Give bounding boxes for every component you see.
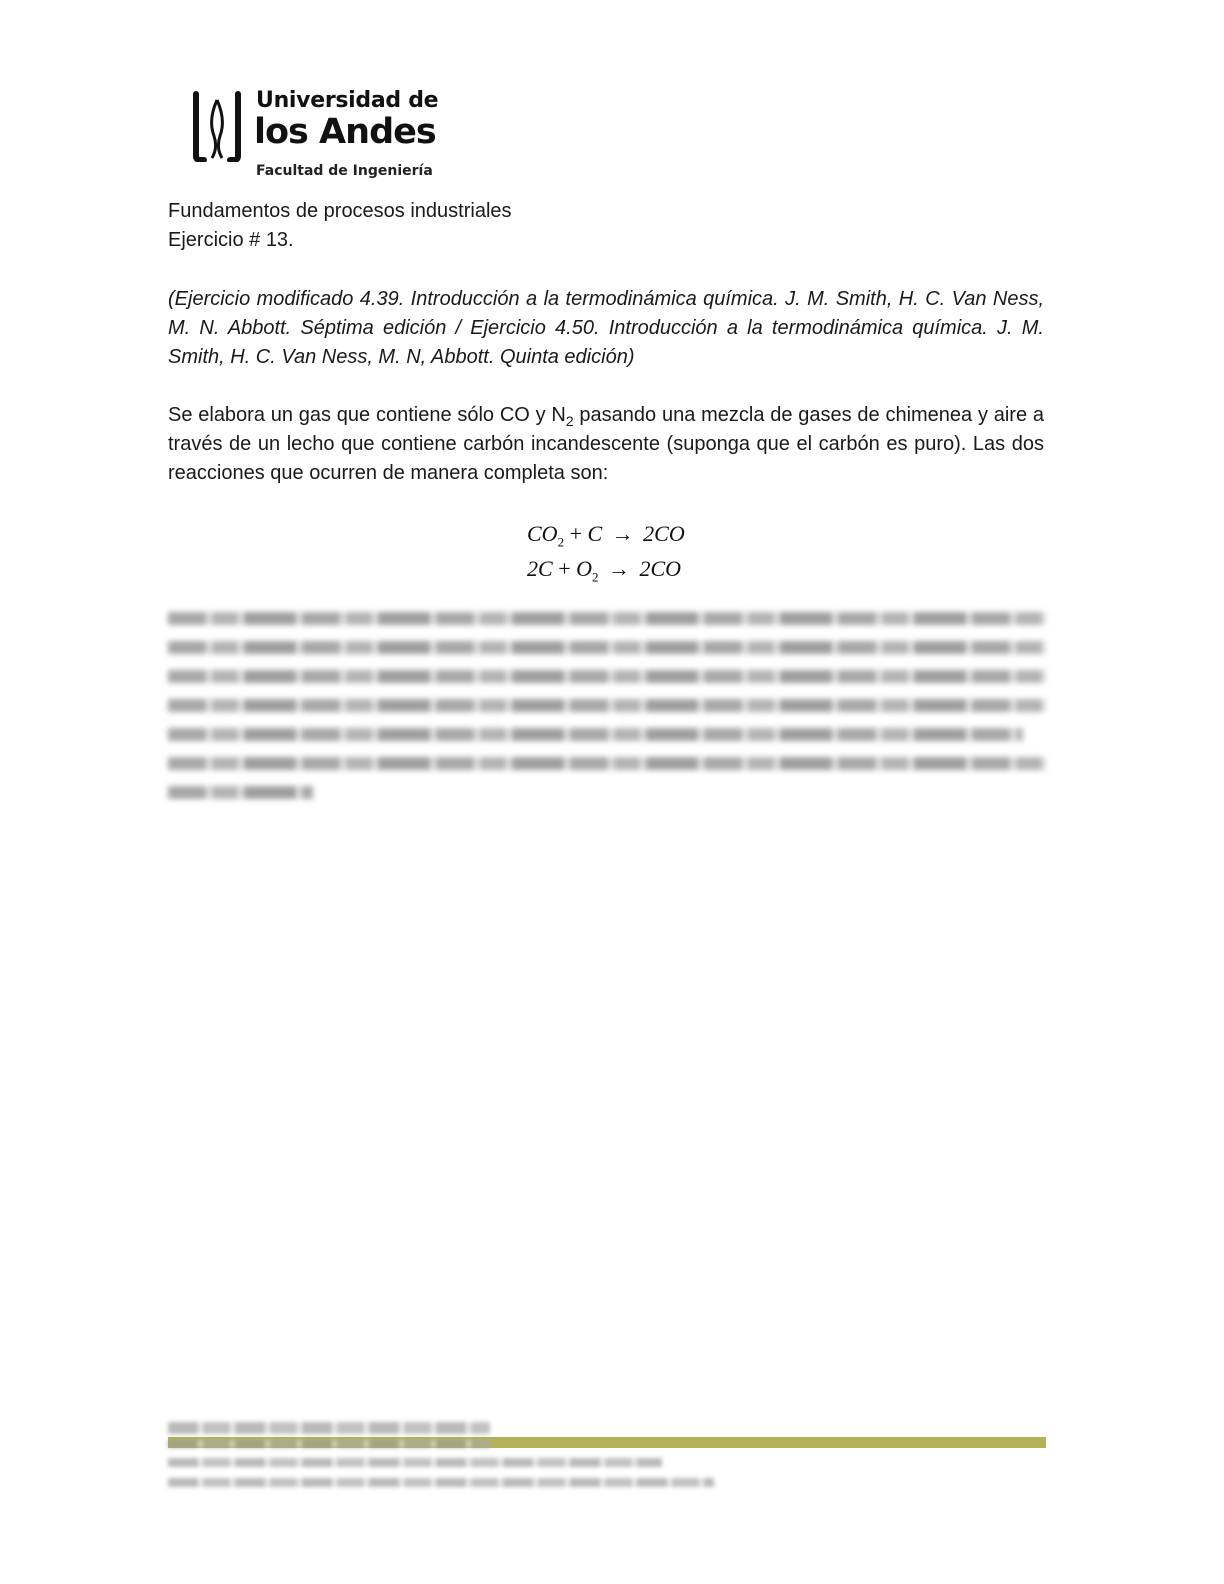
blurred-line [168,728,1023,741]
logo-university-de: Universidad de [256,88,439,113]
blurred-line [168,670,1046,683]
eq2-reactant-a: 2C [527,556,553,581]
university-logo [186,86,439,186]
eq1-plus: + [569,521,582,546]
blurred-paragraph [168,612,1048,822]
footer-blurred-phone [168,1458,662,1467]
citation: (Ejercicio modificado 4.39. Introducción a la termodinámica química. J. M. Smith, H. C. Van Ness, M. N. Abbott. Séptima edición / Ejercicio 4.50. Introducción a la termodinámica química. J. M. Smith, H. C. Van Ness, M. N, Abbott. Quinta edición) [168,288,1044,368]
eq2-product: 2CO [639,556,682,581]
page-footer [168,1418,1048,1498]
eq1-reactant-a-subscript: 2 [557,534,565,550]
course-title: Fundamentos de procesos industriales [168,200,512,222]
reaction-equations [527,516,685,586]
eq2-reactant-b-subscript: 2 [592,569,599,585]
equation-2 [527,551,685,586]
blurred-line [168,612,1046,625]
logo-los-andes: los Andes [254,112,436,152]
eq1-reactant-a: CO [527,521,558,546]
footer-blurred-department [168,1422,490,1434]
eq1-reactant-b: C [587,521,603,546]
exercise-number: Ejercicio # 13. [168,229,294,251]
footer-blurred-address [168,1440,490,1448]
blurred-line [168,757,1046,770]
blurred-line [168,641,1046,654]
eq2-reactant-b: O [576,556,592,581]
logo-faculty: Facultad de Ingeniería [256,163,433,179]
statement-subscript: 2 [565,413,574,429]
blurred-line [168,786,313,799]
problem-statement [168,401,1044,488]
los-andes-emblem-icon [186,90,248,162]
eq1-arrow-icon: → [611,521,634,546]
eq2-arrow-icon: → [608,556,630,581]
equation-1 [527,516,685,551]
blurred-line [168,699,1046,712]
statement-part-1: Se elabora un gas que contiene sólo CO y N [168,404,566,426]
eq2-plus: + [558,556,571,581]
footer-blurred-web [168,1478,714,1487]
statement-part-2: pasando una mezcla de gases de chimenea y aire a través de un lecho que contiene carbón incandescente (suponga que el carbón es puro). Las dos reacciones que ocurren de manera completa son: [168,404,1044,484]
eq1-product: 2CO [643,521,685,546]
